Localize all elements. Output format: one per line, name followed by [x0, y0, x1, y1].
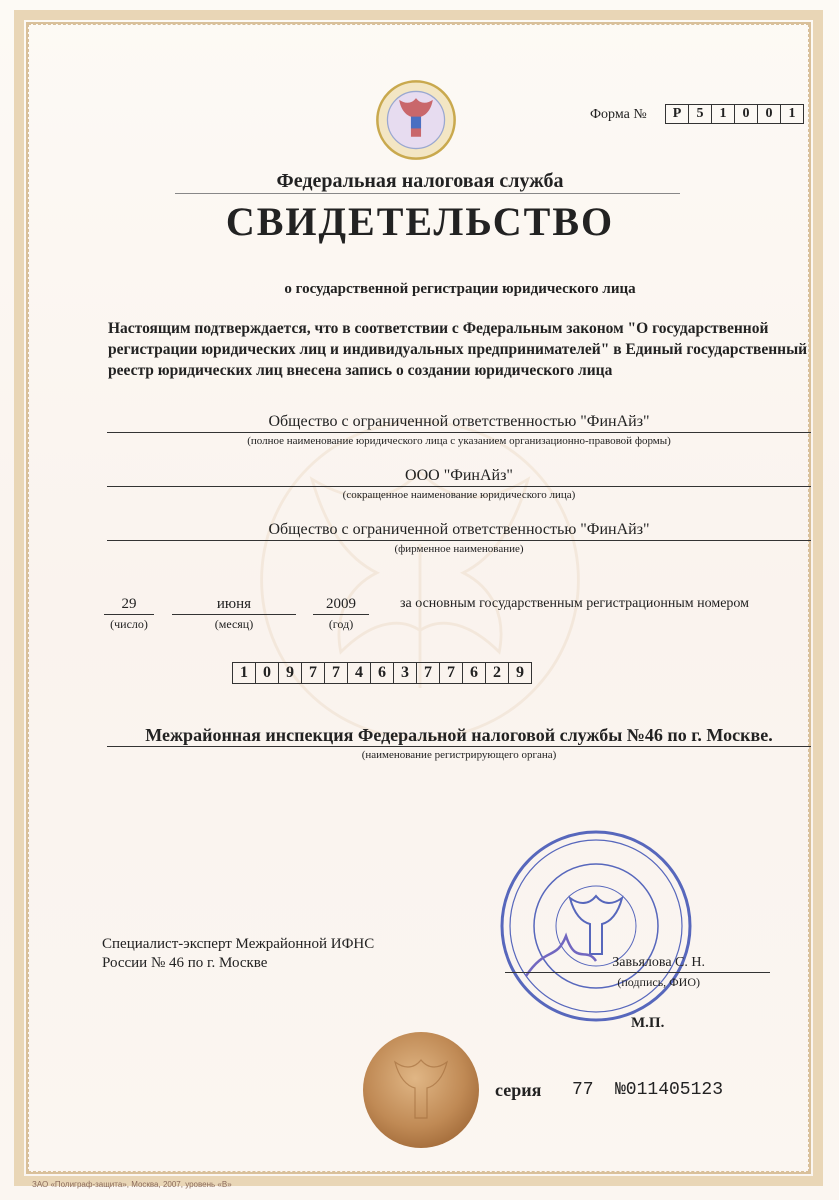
serial-number: №011405123: [615, 1080, 724, 1100]
brand-name-field: [107, 520, 811, 555]
inspection-caption: (наименование регистрирующего органа): [361, 749, 557, 761]
full-name-value: Общество с ограниченной ответственностью "ФинАйз": [107, 412, 811, 433]
seal-place-label: М.П.: [631, 1015, 665, 1031]
form-code-cell: 5: [688, 104, 712, 124]
document-title: СВИДЕТЕЛЬСТВО: [225, 199, 615, 244]
signature-caption: (подпись, ФИО): [617, 975, 700, 989]
short-name-value: ООО "ФинАйз": [107, 466, 811, 487]
signer-name: Завьялова С. Н.: [505, 954, 770, 973]
official-stamp-icon: [496, 826, 696, 1026]
date-day-value: 29: [104, 594, 154, 615]
form-label: Форма №: [590, 107, 647, 122]
date-month: [172, 594, 296, 632]
date-day: [104, 594, 154, 632]
ogrn-cell: 6: [370, 662, 394, 684]
full-name-field: [107, 412, 811, 447]
ogrn-cell: 7: [439, 662, 463, 684]
issuer-underline: [175, 193, 680, 194]
form-code-cell: 1: [711, 104, 735, 124]
watermark-eagle-icon: [240, 400, 600, 760]
signer-line-1: Специалист-эксперт Межрайонной ИФНС: [102, 936, 375, 952]
inspection-value: Межрайонная инспекция Федеральной налоговой службы №46 по г. Москве.: [107, 724, 811, 747]
issuer-name: Федеральная налоговая служба: [276, 170, 564, 192]
registration-label: за основным государственным регистрационным номером: [400, 596, 750, 611]
fns-emblem-icon: [373, 78, 459, 162]
ogrn-cell: 7: [324, 662, 348, 684]
ogrn-cell: 7: [416, 662, 440, 684]
signature-field: [505, 954, 770, 990]
brand-name-value: Общество с ограниченной ответственностью "ФинАйз": [107, 520, 811, 541]
ogrn-cell: 7: [301, 662, 325, 684]
confirmation-text: Настоящим подтверждается, что в соответствии с Федеральным законом "О государственной регистрации юридических лиц и индивидуальных предпринимателей" в Единый государственный реестр юридических лиц внесена запись о создании юридического лица: [108, 320, 808, 379]
date-day-caption: (число): [110, 617, 148, 631]
form-code-cell: 1: [780, 104, 804, 124]
ogrn-cell: 9: [508, 662, 532, 684]
ogrn-cell: 9: [278, 662, 302, 684]
form-code-cell: 0: [734, 104, 758, 124]
printer-footer: ЗАО «Полиграф-защита», Москва, 2007, уровень «В»: [32, 1180, 232, 1189]
full-name-caption: (полное наименование юридического лица с указанием организационно-правовой формы): [247, 435, 671, 447]
form-code-cell: 0: [757, 104, 781, 124]
ogrn-number: [233, 662, 532, 684]
signer-line-2: России № 46 по г. Москве: [102, 955, 268, 971]
date-year-value: 2009: [313, 594, 369, 615]
ogrn-cell: 6: [462, 662, 486, 684]
document-subtitle: о государственной регистрации юридического лица: [284, 281, 636, 297]
date-month-caption: (месяц): [214, 617, 254, 631]
series-number: 77: [572, 1080, 594, 1100]
form-code: [666, 104, 804, 124]
short-name-caption: (сокращенное наименование юридического лица): [342, 489, 576, 501]
series-label: серия: [495, 1080, 542, 1100]
ogrn-cell: 1: [232, 662, 256, 684]
signer-position: [102, 935, 374, 973]
date-year: [313, 594, 369, 632]
ogrn-cell: 3: [393, 662, 417, 684]
ogrn-cell: 2: [485, 662, 509, 684]
short-name-field: [107, 466, 811, 501]
ogrn-cell: 0: [255, 662, 279, 684]
registering-authority: [107, 724, 811, 761]
brand-name-caption: (фирменное наименование): [394, 543, 524, 555]
hologram-seal-icon: [361, 1030, 481, 1150]
date-year-caption: (год): [328, 617, 354, 631]
ogrn-cell: 4: [347, 662, 371, 684]
date-month-value: июня: [172, 594, 296, 615]
form-code-cell: Р: [665, 104, 689, 124]
